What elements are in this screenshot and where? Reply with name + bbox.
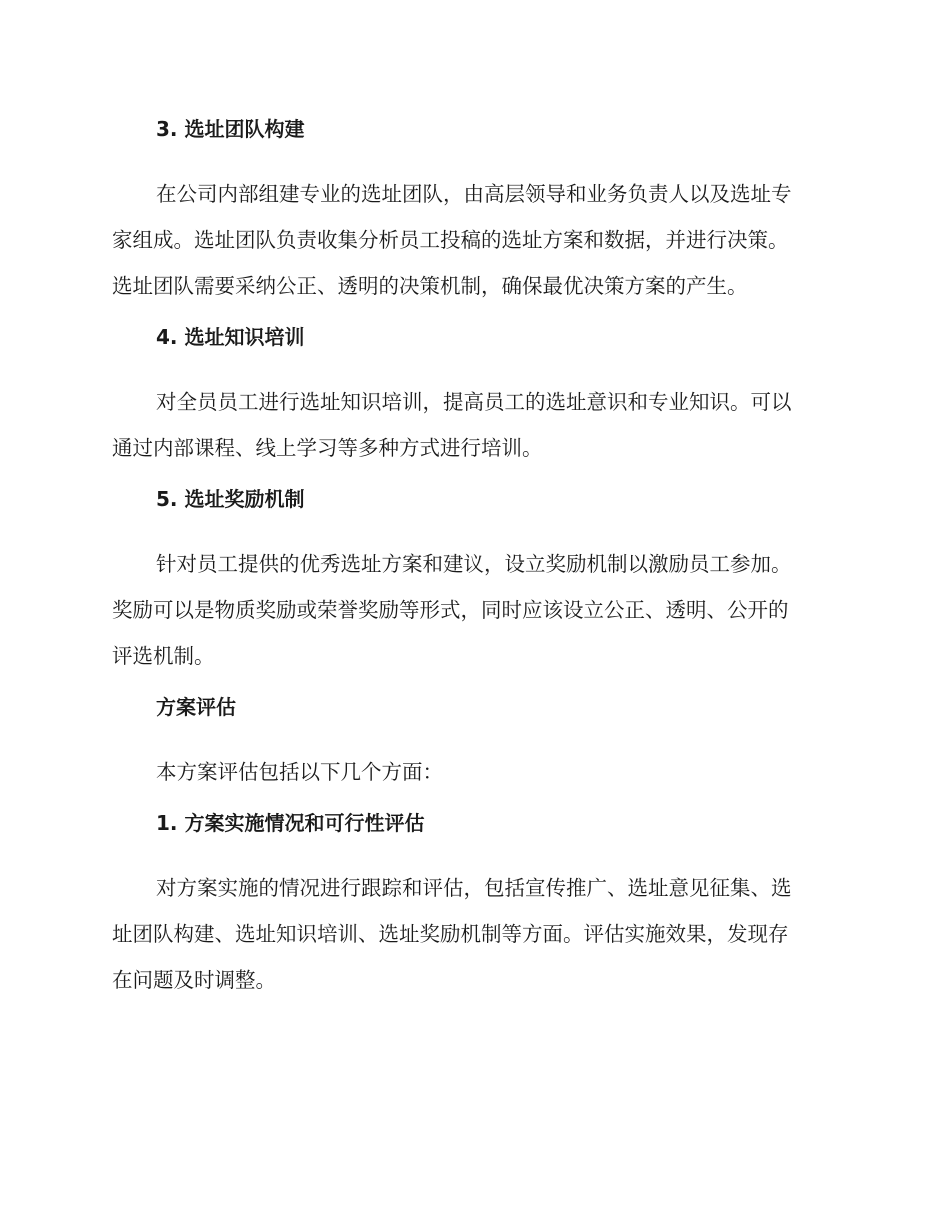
section-reward-mechanism <box>112 482 832 679</box>
paragraph-line: 选址团队需要采纳公正、透明的决策机制，确保最优决策方案的产生。 <box>112 274 748 298</box>
paragraph-line: 对方案实施的情况进行跟踪和评估，包括宣传推广、选址意见征集、选 <box>156 876 792 900</box>
section-heading: 1. 方案实施情况和可行性评估 <box>156 811 425 835</box>
section-paragraph <box>112 865 832 1003</box>
paragraph-line: 奖励可以是物质奖励或荣誉奖励等形式，同时应该设立公正、透明、公开的 <box>112 598 789 622</box>
paragraph-line: 对全员员工进行选址知识培训，提高员工的选址意识和专业知识。可以 <box>156 390 792 414</box>
paragraph-line: 评选机制。 <box>112 644 215 668</box>
paragraph-line: 家组成。选址团队负责收集分析员工投稿的选址方案和数据，并进行决策。 <box>112 228 789 252</box>
paragraph-line: 址团队构建、选址知识培训、选址奖励机制等方面。评估实施效果，发现存 <box>112 922 789 946</box>
section-heading: 4. 选址知识培训 <box>156 325 305 349</box>
section-paragraph <box>112 171 832 309</box>
section-team-building <box>112 112 832 309</box>
paragraph-line: 通过内部课程、线上学习等多种方式进行培训。 <box>112 436 543 460</box>
paragraph-line: 在问题及时调整。 <box>112 968 276 992</box>
section-knowledge-training <box>112 320 832 471</box>
section-paragraph <box>112 749 832 795</box>
section-plan-evaluation <box>112 690 832 795</box>
paragraph-line: 本方案评估包括以下几个方面： <box>156 760 443 784</box>
section-paragraph <box>112 541 832 679</box>
paragraph-line: 在公司内部组建专业的选址团队，由高层领导和业务负责人以及选址专 <box>156 182 792 206</box>
section-heading: 5. 选址奖励机制 <box>156 487 305 511</box>
section-heading: 3. 选址团队构建 <box>156 117 305 141</box>
section-heading: 方案评估 <box>156 695 236 719</box>
section-paragraph <box>112 379 832 471</box>
paragraph-line: 针对员工提供的优秀选址方案和建议，设立奖励机制以激励员工参加。 <box>156 552 792 576</box>
section-feasibility-evaluation <box>112 806 832 1003</box>
